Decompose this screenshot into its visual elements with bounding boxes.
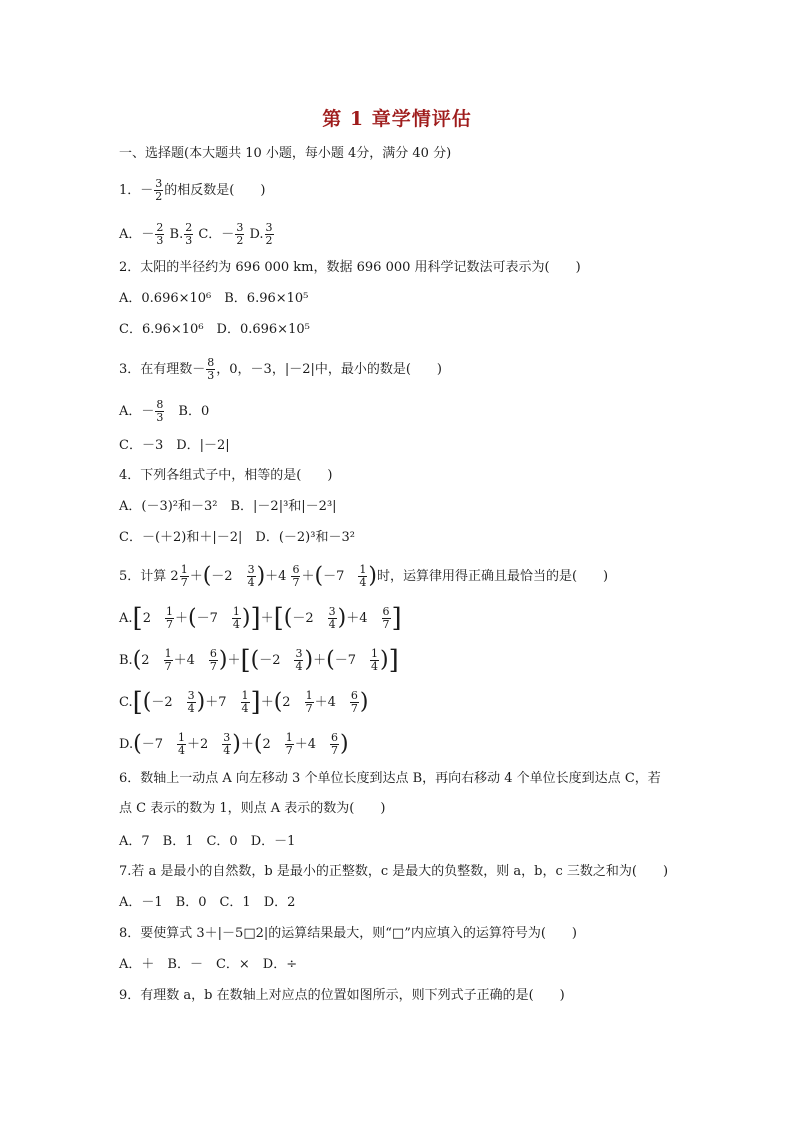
q3-den: 3: [207, 369, 215, 382]
q5-frac-num: 1: [232, 605, 240, 618]
q5-term: 2: [262, 737, 284, 752]
q4-options-row2: C．－(＋2)和＋|－2| D．(－2)³和－3²: [119, 530, 355, 545]
q5-frac-num: 6: [331, 731, 339, 744]
q1-opt-b-frac: [184, 222, 193, 247]
q5-frac-den: 4: [223, 744, 231, 757]
q5-frac-num: 1: [370, 647, 378, 660]
q5-paren: ): [368, 563, 377, 589]
q5-frac-num: 1: [180, 563, 188, 576]
q5-term: ＋2: [186, 737, 222, 752]
q1-opt-c-den: 2: [236, 234, 244, 247]
q5-text: 5．计算 2: [119, 569, 179, 584]
q5-frac-num: 1: [177, 731, 185, 744]
question-3: [119, 356, 442, 382]
q5-frac-num: 6: [292, 563, 300, 576]
q5-text: 时，运算律用得正确且最恰当的是( ): [376, 569, 609, 584]
q5-text: －2: [211, 569, 246, 584]
q5-term: －7: [141, 737, 176, 752]
q5-frac: [241, 690, 250, 715]
page-title: 第 1 章学情评估: [322, 108, 472, 130]
q1-opt-d-num: 3: [265, 221, 273, 234]
q5-frac-den: 4: [370, 660, 378, 673]
q5-option-a: A.[2 $\frac{1}{7}$ ＋(－7 $\frac{1}{4}$ )]＋[(－2 $\frac{3}{4}$ )＋4 $\frac{6}{7}$ ]: [119, 603, 402, 634]
question-8: 8．要使算式 3＋|－5□2|的运算结果最大，则“□”内应填入的运算符号为( ): [119, 926, 577, 941]
q3-opt-b: B．0: [165, 404, 210, 419]
q5-frac-den: 4: [187, 702, 195, 715]
q5-option-b: B.(2 $\frac{1}{7}$ ＋4 $\frac{6}{7}$ )＋[(－2 $\frac{3}{4}$ )＋(－7 $\frac{1}{4}$ )]: [119, 645, 399, 676]
q2-options-row1: A．0.696×10⁶ B．6.96×10⁵: [119, 291, 309, 306]
section-heading: 一、选择题(本大题共 10 小题，每小题 4分，满分 40 分): [119, 146, 452, 161]
q5-frac-den: 7: [350, 702, 358, 715]
q5-frac-den: 4: [328, 618, 336, 631]
q5-frac-den: 4: [232, 618, 240, 631]
q5-frac: [187, 690, 196, 715]
q5-term: ＋4: [346, 611, 381, 626]
q5-frac: [164, 648, 173, 673]
q1-opt-c-label: C．－: [198, 227, 235, 242]
q1-opt-b-num: 2: [185, 221, 193, 234]
q1-opt-d-frac: [265, 222, 274, 247]
q5-term: ＋4: [173, 653, 208, 668]
q5-frac: [285, 732, 294, 757]
q2-options-row2: C．6.96×10⁶ D．0.696×10⁵: [119, 322, 310, 337]
q5-term: ＋7: [205, 695, 240, 710]
q5-frac-num: 3: [187, 689, 195, 702]
q5-frac: [232, 606, 241, 631]
q3-fraction: [206, 357, 215, 382]
question-5: [119, 563, 609, 589]
q7-options: A．－1 B．0 C．1 D．2: [119, 895, 296, 910]
q5-frac-den: 4: [241, 702, 249, 715]
q3-prefix: 3．在有理数－: [119, 362, 206, 377]
q3-opt-a-num: 8: [156, 398, 164, 411]
q5-option-label: D.: [119, 737, 134, 752]
question-1: [119, 177, 266, 203]
q5-frac: [177, 732, 186, 757]
q5-frac-den: 7: [209, 660, 217, 673]
q5-term: ＋: [227, 653, 241, 668]
q5-frac: [222, 732, 231, 757]
q5-frac: [350, 690, 359, 715]
q5-term: 2: [141, 653, 163, 668]
q5-term: 2: [282, 695, 304, 710]
q5-frac-den: 7: [285, 744, 293, 757]
q5-option-d: D.(－7 $\frac{1}{4}$ ＋2 $\frac{3}{4}$ )＋(2 $\frac{1}{7}$ ＋4 $\frac{6}{7}$ ): [119, 731, 349, 757]
q1-opt-d-label: D.: [249, 227, 264, 242]
q1-suffix: 的相反数是( ): [164, 183, 266, 198]
q5-frac: [328, 606, 337, 631]
question-4: 4．下列各组式子中，相等的是( ): [119, 468, 333, 483]
q5-term: －2: [151, 695, 186, 710]
q5-term: －7: [196, 611, 231, 626]
q1-opt-c-num: 3: [236, 221, 244, 234]
q5-term: 2: [142, 611, 164, 626]
q5-frac: [305, 690, 314, 715]
q5-frac-den: 4: [177, 744, 185, 757]
q5-frac: [165, 606, 174, 631]
q5-frac: [209, 648, 218, 673]
q3-opt-a-label: A．－: [119, 404, 155, 419]
q1-opt-a-den: 3: [156, 234, 164, 247]
q5-text: ＋: [301, 569, 315, 584]
q5-frac: [330, 732, 339, 757]
q5-frac-den: 7: [180, 576, 188, 589]
q5-term: ＋: [174, 611, 188, 626]
q5-frac: [382, 606, 391, 631]
q5-frac-num: 3: [247, 563, 255, 576]
q5-paren: (: [202, 563, 212, 589]
q5-frac-num: 3: [328, 605, 336, 618]
q5-term: ＋4: [294, 737, 330, 752]
q1-opt-c-frac: [235, 222, 244, 247]
q3-num: 8: [207, 356, 215, 369]
q5-term: －2: [292, 611, 327, 626]
q5-term: ＋: [313, 653, 327, 668]
q5-text: ＋4: [265, 569, 287, 584]
q5-frac-1-4: [358, 564, 367, 589]
question-6-line1: 6．数轴上一动点 A 向左移动 3 个单位长度到达点 B，再向右移动 4 个单位长度到达点 C，若: [119, 771, 661, 786]
q5-frac-num: 1: [285, 731, 293, 744]
question-9: 9．有理数 a，b 在数轴上对应点的位置如图所示，则下列式子正确的是( ): [119, 988, 565, 1003]
q5-frac-den: 4: [295, 660, 303, 673]
q5-frac-num: 6: [382, 605, 390, 618]
q1-fraction: [154, 178, 163, 203]
q5-term: ＋: [260, 695, 274, 710]
question-2: 2．太阳的半径约为 696 000 km，数据 696 000 用科学记数法可表示为( ): [119, 260, 581, 275]
q1-opt-d-den: 2: [265, 234, 273, 247]
q5-frac-den: 7: [382, 618, 390, 631]
q5-frac-den: 7: [305, 702, 313, 715]
q5-term: －2: [259, 653, 294, 668]
q5-frac-num: 3: [295, 647, 303, 660]
q5-frac-num: 6: [350, 689, 358, 702]
q1-den: 2: [155, 190, 163, 203]
q5-option-label: A.: [119, 611, 133, 626]
q3-options-row1: [119, 398, 210, 424]
q5-term: ＋4: [314, 695, 349, 710]
q1-opt-a-label: A．－: [119, 227, 155, 242]
q5-frac-den: 4: [247, 576, 255, 589]
q5-frac-1-7: [180, 564, 189, 589]
q1-opt-a-num: 2: [156, 221, 164, 234]
q1-opt-b-den: 3: [185, 234, 193, 247]
q1-prefix: 1．－: [119, 183, 154, 198]
q5-frac: [370, 648, 379, 673]
q5-text: －7: [323, 569, 358, 584]
q5-frac-den: 7: [331, 744, 339, 757]
q3-options-row2: C．－3 D．|－2|: [119, 438, 230, 453]
q5-frac-den: 4: [359, 576, 367, 589]
q5-term: ＋: [260, 611, 274, 626]
q3-suffix: ，0，－3，|－2|中，最小的数是( ): [216, 362, 442, 377]
q5-option-label: C.: [119, 695, 133, 710]
q5-term: －7: [334, 653, 369, 668]
q3-opt-a-frac: [155, 399, 164, 424]
q5-paren: (: [314, 563, 324, 589]
question-7: 7.若 a 是最小的自然数，b 是最小的正整数，c 是最大的负整数，则 a，b，c 三数之和为( ): [119, 864, 669, 879]
q5-option-c: C.[(－2 $\frac{3}{4}$ )＋7 $\frac{1}{4}$ ]＋(2 $\frac{1}{7}$ ＋4 $\frac{6}{7}$ ): [119, 687, 369, 718]
q8-options: A．＋ B．－ C．× D．÷: [119, 957, 298, 972]
q5-frac-num: 6: [209, 647, 217, 660]
q5-term: ＋: [240, 737, 254, 752]
q5-frac-3-4: [247, 564, 256, 589]
q5-option-label: B.: [119, 653, 133, 668]
q5-frac-num: 3: [223, 731, 231, 744]
q5-frac-num: 1: [165, 605, 173, 618]
q5-paren: ): [256, 563, 266, 589]
q1-num: 3: [155, 177, 163, 190]
q5-text: ＋: [189, 569, 203, 584]
q4-options-row1: A．(－3)²和－3² B．|－2|³和|－2³|: [119, 499, 337, 514]
question-6-line2: 点 C 表示的数为 1，则点 A 表示的数为( ): [119, 801, 386, 816]
q1-opt-a-frac: [155, 222, 164, 247]
q5-frac-num: 1: [241, 689, 249, 702]
q3-opt-a-den: 3: [156, 411, 164, 424]
q1-opt-b-label: B.: [169, 227, 184, 242]
q5-frac-num: 1: [359, 563, 367, 576]
q6-options: A．7 B．1 C．0 D．－1: [119, 834, 296, 849]
q5-frac-den: 7: [164, 660, 172, 673]
q5-frac: [294, 648, 303, 673]
q5-frac-6-7: [291, 564, 300, 589]
q5-frac-den: 7: [292, 576, 300, 589]
q5-frac-den: 7: [165, 618, 173, 631]
q1-options: [119, 221, 275, 247]
q5-frac-num: 1: [164, 647, 172, 660]
q5-frac-num: 1: [305, 689, 313, 702]
